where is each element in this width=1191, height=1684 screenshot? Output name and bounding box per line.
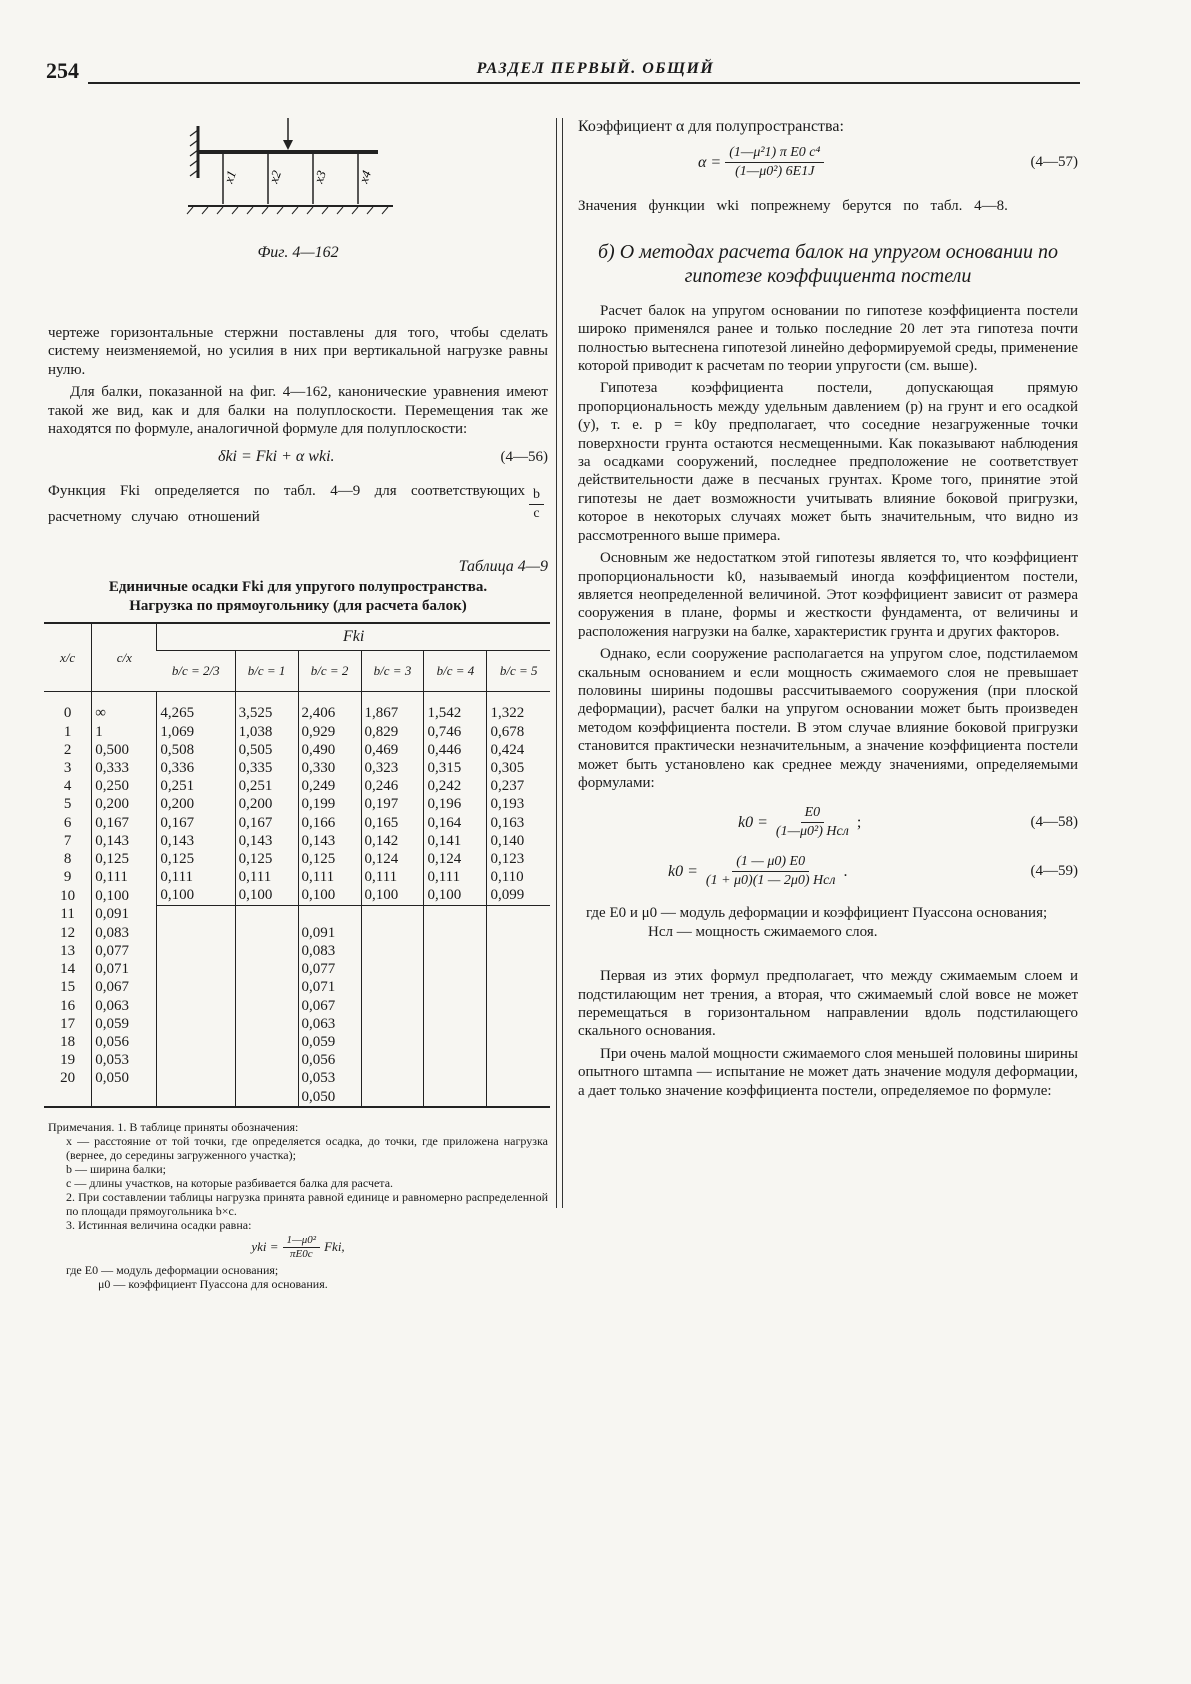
- equation-4-59-frac: [702, 853, 840, 890]
- table-row: [44, 741, 550, 759]
- cell-fki: 0,305: [487, 759, 550, 777]
- cell-fki: [361, 1051, 424, 1069]
- cell-fki: 0,199: [298, 795, 361, 813]
- equation-4-57-frac: [725, 144, 824, 181]
- cell-fki: 0,929: [298, 723, 361, 741]
- cell-x-over-c: 1: [63, 723, 72, 740]
- table-row: [44, 978, 550, 996]
- header-ratio-2: b/c = 2: [298, 651, 361, 692]
- cell-c-over-x: 0,059: [92, 1015, 157, 1033]
- figure-caption: Фиг. 4—162: [257, 244, 339, 261]
- cell-fki: [487, 924, 550, 942]
- cell-x-over-c: 13: [60, 943, 76, 960]
- table-caption-line-1: Единичные осадки Fki для упругого полупространства.: [108, 579, 488, 596]
- cell-fki: [487, 978, 550, 996]
- cell-fki: [157, 942, 235, 960]
- cell-fki: 0,490: [298, 741, 361, 759]
- cell-fki: [361, 960, 424, 978]
- cell-c-over-x: 0,091: [92, 905, 157, 924]
- cell-x-over-c: 2: [63, 741, 72, 758]
- cell-fki: [157, 978, 235, 996]
- cell-fki: [235, 960, 298, 978]
- cell-fki: [361, 1033, 424, 1051]
- cell-fki: [235, 997, 298, 1015]
- cell-fki: [424, 1033, 487, 1051]
- header-ratio-3: b/c = 3: [361, 651, 424, 692]
- cell-fki: 0,330: [298, 759, 361, 777]
- equation-4-59-number: (4—59): [1030, 863, 1078, 880]
- cell-fki: [235, 978, 298, 996]
- table-caption-line-2: Нагрузка по прямоугольнику (для расчета балок): [129, 598, 467, 615]
- cell-fki: 1,069: [157, 723, 235, 741]
- cell-fki: 0,111: [235, 868, 298, 886]
- table-label: Таблица 4—9: [458, 558, 548, 576]
- note-3-eq-num: 1—μ0²: [283, 1234, 321, 1248]
- cell-fki: [235, 1069, 298, 1087]
- table-row: [44, 723, 550, 741]
- equation-4-59: [578, 853, 1078, 890]
- header-ratio-4: b/c = 4: [424, 651, 487, 692]
- cell-fki: 0,141: [424, 832, 487, 850]
- left-paragraph-3: [48, 478, 548, 530]
- table-notes: [48, 1120, 548, 1291]
- alpha-intro: Коэффициент α для полупространства:: [578, 118, 844, 135]
- cell-fki: 0,100: [235, 886, 298, 905]
- cell-fki: 0,067: [298, 997, 361, 1015]
- cell-fki: [235, 942, 298, 960]
- cell-x-over-c: 18: [60, 1034, 76, 1051]
- cell-fki: 0,237: [487, 777, 550, 795]
- table-row: [44, 832, 550, 850]
- cell-fki: 0,167: [235, 814, 298, 832]
- cell-fki: [361, 1088, 424, 1106]
- cell-fki: 0,469: [361, 741, 424, 759]
- table-row: [44, 759, 550, 777]
- cell-fki: [235, 1088, 298, 1106]
- right-column: [578, 118, 1078, 1100]
- cell-fki: 0,100: [361, 886, 424, 905]
- equation-4-56: [48, 448, 548, 466]
- cell-c-over-x: 0,250: [92, 777, 157, 795]
- cell-fki: 1,867: [361, 704, 424, 722]
- cell-c-over-x: [92, 1088, 157, 1106]
- cell-fki: 0,196: [424, 795, 487, 813]
- cell-c-over-x: 0,050: [92, 1069, 157, 1087]
- cell-x-over-c: 11: [60, 906, 75, 923]
- cell-fki: 0,056: [298, 1051, 361, 1069]
- equation-4-57-den: (1—μ0²) 6E1J: [735, 164, 815, 180]
- cell-fki: 0,197: [361, 795, 424, 813]
- equation-4-57-number: (4—57): [1030, 154, 1078, 171]
- header-c-over-x: c/x: [92, 624, 157, 692]
- table-row: [44, 886, 550, 905]
- cell-fki: 0,678: [487, 723, 550, 741]
- cell-fki: 0,123: [487, 850, 550, 868]
- table-row: [44, 1015, 550, 1033]
- cell-fki: 0,143: [235, 832, 298, 850]
- note-3-eq-left: yki =: [251, 1239, 279, 1255]
- cell-c-over-x: 0,167: [92, 814, 157, 832]
- cell-c-over-x: ∞: [92, 704, 157, 722]
- cell-fki: [487, 1069, 550, 1087]
- cell-fki: [361, 942, 424, 960]
- cell-x-over-c: 0: [63, 705, 72, 722]
- cell-x-over-c: 6: [63, 814, 72, 831]
- cell-c-over-x: 0,100: [92, 886, 157, 905]
- cell-fki: 0,050: [298, 1088, 361, 1106]
- section-title: б) О методах расчета балок на упругом основании по гипотезе коэффициента постели: [597, 240, 1059, 287]
- table-row: [44, 1088, 550, 1106]
- cell-x-over-c: 17: [60, 1015, 76, 1032]
- table-body: [44, 692, 550, 1106]
- cell-fki: 0,100: [157, 886, 235, 905]
- cell-x-over-c: 5: [63, 796, 72, 813]
- cell-fki: 0,110: [487, 868, 550, 886]
- cell-x-over-c: 20: [60, 1070, 76, 1087]
- header-ratio-2-3: b/c = 2/3: [157, 651, 235, 692]
- cell-fki: [298, 905, 361, 924]
- cell-fki: 0,746: [424, 723, 487, 741]
- cell-fki: 0,335: [235, 759, 298, 777]
- cell-x-over-c: 12: [60, 924, 76, 941]
- cell-c-over-x: 0,500: [92, 741, 157, 759]
- cell-fki: [235, 905, 298, 924]
- w-values-paragraph: Значения функции wki попрежнему берутся по табл. 4—8.: [578, 198, 1008, 215]
- cell-fki: 0,323: [361, 759, 424, 777]
- cell-fki: 0,063: [298, 1015, 361, 1033]
- cell-fki: 2,406: [298, 704, 361, 722]
- cell-c-over-x: 0,143: [92, 832, 157, 850]
- cell-x-over-c: 15: [60, 979, 76, 996]
- cell-fki: [235, 1033, 298, 1051]
- cell-fki: 0,100: [424, 886, 487, 905]
- note-2: 2. При составлении таблицы нагрузка принята равной единице и равномерно распределенной по площади прямоугольника b×c.: [66, 1189, 548, 1218]
- equation-4-56-number: (4—56): [500, 448, 548, 465]
- cell-fki: [235, 1051, 298, 1069]
- cell-fki: [487, 960, 550, 978]
- cell-x-over-c: 3: [63, 760, 72, 777]
- table-row: [44, 1069, 550, 1087]
- cell-c-over-x: 0,063: [92, 997, 157, 1015]
- cell-fki: 0,111: [298, 868, 361, 886]
- equation-4-57-num: (1—μ²1) π E0 c⁴: [725, 144, 824, 163]
- equation-4-58-left: k0 =: [738, 813, 768, 831]
- cell-fki: [361, 924, 424, 942]
- header-fki: Fki: [157, 624, 550, 651]
- cell-c-over-x: 0,200: [92, 795, 157, 813]
- cell-c-over-x: 0,083: [92, 924, 157, 942]
- cell-fki: [424, 1051, 487, 1069]
- note-3-eq-den: πE0c: [289, 1247, 313, 1260]
- cell-c-over-x: 1: [92, 723, 157, 741]
- equation-4-57-left: α =: [698, 153, 722, 171]
- cell-fki: [424, 1088, 487, 1106]
- cell-x-over-c: 19: [60, 1052, 76, 1069]
- cell-x-over-c: 9: [63, 869, 72, 886]
- note-3-mu: μ0 — коэффициент Пуассона для основания.: [98, 1276, 328, 1291]
- cell-fki: [424, 924, 487, 942]
- cell-fki: 0,143: [157, 832, 235, 850]
- cell-fki: 1,322: [487, 704, 550, 722]
- running-title: РАЗДЕЛ ПЕРВЫЙ. ОБЩИЙ: [476, 60, 715, 77]
- cell-fki: 0,242: [424, 777, 487, 795]
- cell-fki: [235, 1015, 298, 1033]
- spring-label-x3: x3: [310, 168, 330, 186]
- right-paragraph-4: Однако, если сооружение располагается на упругом слое, подстилаемом скальным основанием и если мощность сжимаемого слоя не превышает половины ширины подошвы рассчитываемого сооружения (при плоской деформации), расчет балки на упругом основании может быть произведен методом коэффициента постели. В этом случае влияние боковой пригрузки становится практически незначительным, а значение коэффициента постели может быть установлено как среднее между значениями, определяемыми формулами:: [578, 646, 1078, 791]
- cell-fki: [361, 1069, 424, 1087]
- cell-c-over-x: 0,056: [92, 1033, 157, 1051]
- equation-4-58-den: (1—μ0²) Hсл: [775, 824, 849, 840]
- cell-fki: [361, 905, 424, 924]
- cell-x-over-c: 10: [60, 887, 76, 904]
- cell-x-over-c: 16: [60, 997, 76, 1014]
- cell-c-over-x: 0,053: [92, 1051, 157, 1069]
- cell-x-over-c: 4: [63, 778, 72, 795]
- note-3-e0: где E0 — модуль деформации основания;: [66, 1262, 279, 1277]
- where-hsl: Hсл — мощность сжимаемого слоя.: [648, 923, 878, 940]
- cell-fki: [157, 905, 235, 924]
- cell-fki: 0,336: [157, 759, 235, 777]
- table-row: [44, 1033, 550, 1051]
- cell-fki: [157, 1033, 235, 1051]
- cell-fki: 0,125: [298, 850, 361, 868]
- cell-fki: 0,249: [298, 777, 361, 795]
- cell-c-over-x: 0,125: [92, 850, 157, 868]
- cell-fki: 0,246: [361, 777, 424, 795]
- cell-fki: 0,124: [424, 850, 487, 868]
- table-row: [44, 704, 550, 722]
- table-4-9: [44, 622, 550, 1107]
- table-row: [44, 850, 550, 868]
- right-paragraph-3: Основным же недостатком этой гипотезы является то, что коэффициент пропорциональности k0, называемый иногда коэффициентом постели, является неопределенной величиной. Этот коэффициент зависит от размера сооружения в плане, формы и жесткости фундамента, от величины и расположения нагрузки на балке, характеристик грунта и других факторов.: [578, 550, 1078, 640]
- cell-fki: 0,059: [298, 1033, 361, 1051]
- note-3-eq-right: Fki,: [324, 1239, 345, 1255]
- table-4-9-grid: [44, 624, 550, 1105]
- table-row: [44, 997, 550, 1015]
- cell-fki: 0,111: [424, 868, 487, 886]
- table-row: [44, 814, 550, 832]
- note-3-eq-frac: [283, 1234, 321, 1261]
- table-row: [44, 868, 550, 886]
- cell-fki: 0,140: [487, 832, 550, 850]
- cell-fki: [361, 1015, 424, 1033]
- cell-fki: [424, 1015, 487, 1033]
- cell-fki: [424, 978, 487, 996]
- header-rule: [96, 82, 1080, 84]
- cell-fki: 0,053: [298, 1069, 361, 1087]
- cell-fki: [487, 997, 550, 1015]
- header-x-over-c: x/c: [44, 624, 92, 692]
- cell-fki: 0,251: [157, 777, 235, 795]
- where-e0-mu0: где E0 и μ0 — модуль деформации и коэффициент Пуассона основания;: [586, 905, 1048, 922]
- cell-c-over-x: 0,077: [92, 942, 157, 960]
- cell-fki: 0,163: [487, 814, 550, 832]
- cell-fki: 0,091: [298, 924, 361, 942]
- cell-fki: 0,165: [361, 814, 424, 832]
- cell-fki: [157, 960, 235, 978]
- left-paragraph-2: Для балки, показанной на фиг. 4—162, канонические уравнения имеют такой же вид, как и для балки на полуплоскости. Перемещения так же находятся по формуле, аналогичной формуле для полуплоскости:: [48, 384, 548, 438]
- cell-fki: [487, 1015, 550, 1033]
- left-paragraph-3-text: Функция Fki определяется по табл. 4—9 для соответствующих расчетному случаю отношений: [48, 483, 525, 526]
- note-1: Примечания. 1. В таблице приняты обозначения:: [48, 1119, 299, 1134]
- cell-fki: [424, 960, 487, 978]
- spring-label-x4: x4: [355, 168, 375, 186]
- table-row: [44, 924, 550, 942]
- column-divider: [556, 118, 563, 1208]
- right-paragraph-5: Первая из этих формул предполагает, что между сжимаемым слоем и подстилающим нет трения, а вторая, что сжимаемый слой вовсе не может перемещаться в горизонтальном направлении вдоль подстилающего скального основания.: [578, 968, 1078, 1040]
- note-3: 3. Истинная величина осадки равна:: [66, 1217, 252, 1232]
- note-1-b: b — ширина балки;: [66, 1161, 166, 1176]
- cell-fki: 0,143: [298, 832, 361, 850]
- equation-4-58-frac: [772, 804, 853, 841]
- table-row: [44, 905, 550, 924]
- cell-fki: [361, 978, 424, 996]
- cell-fki: 0,071: [298, 978, 361, 996]
- cell-fki: 0,508: [157, 741, 235, 759]
- cell-fki: [424, 905, 487, 924]
- cell-fki: 0,077: [298, 960, 361, 978]
- cell-fki: 0,446: [424, 741, 487, 759]
- cell-fki: 0,200: [235, 795, 298, 813]
- table-row: [44, 777, 550, 795]
- right-paragraph-1: Расчет балок на упругом основании по гипотезе коэффициента постели широко применялся ранее и только последние 20 лет эта гипотеза почти полностью вытеснена гипотезой линейно деформируемой среды, применение которой приводит к расчетам по теории упругости (см. выше).: [578, 302, 1078, 375]
- beam-diagram: [48, 118, 548, 238]
- cell-x-over-c: 8: [63, 851, 72, 868]
- cell-fki: 0,200: [157, 795, 235, 813]
- cell-fki: 0,829: [361, 723, 424, 741]
- cell-fki: [424, 942, 487, 960]
- cell-fki: 0,099: [487, 886, 550, 905]
- cell-fki: [424, 1069, 487, 1087]
- cell-fki: 0,251: [235, 777, 298, 795]
- ratio-fraction-num: b: [529, 486, 544, 505]
- cell-fki: [487, 1033, 550, 1051]
- header-ratio-1: b/c = 1: [235, 651, 298, 692]
- table-row: [44, 960, 550, 978]
- cell-fki: [361, 997, 424, 1015]
- cell-fki: 1,038: [235, 723, 298, 741]
- cell-fki: [487, 1051, 550, 1069]
- equation-4-58-number: (4—58): [1030, 814, 1078, 831]
- equation-4-58-tail: ;: [856, 813, 862, 831]
- cell-c-over-x: 0,111: [92, 868, 157, 886]
- left-paragraph-1: чертеже горизонтальные стержни поставлены для того, чтобы сделать систему неизменяемой, но усилия в них при вертикальной нагрузке равны нулю.: [48, 325, 548, 378]
- cell-fki: 0,315: [424, 759, 487, 777]
- spring-label-x2: x2: [265, 168, 285, 186]
- equation-4-59-tail: .: [843, 862, 848, 880]
- equation-4-58-num: E0: [801, 804, 825, 823]
- cell-fki: 0,166: [298, 814, 361, 832]
- header-ratio-5: b/c = 5: [487, 651, 550, 692]
- cell-x-over-c: [44, 1088, 92, 1106]
- cell-fki: [157, 1088, 235, 1106]
- cell-fki: [157, 1051, 235, 1069]
- page-number: 254: [46, 58, 79, 83]
- cell-fki: 0,124: [361, 850, 424, 868]
- cell-fki: [487, 1088, 550, 1106]
- cell-fki: [157, 1015, 235, 1033]
- figure-4-162: [48, 118, 548, 238]
- equation-4-59-num: (1 — μ0) E0: [732, 853, 809, 872]
- cell-fki: 0,111: [157, 868, 235, 886]
- cell-c-over-x: 0,071: [92, 960, 157, 978]
- right-paragraph-2: Гипотеза коэффициента постели, допускающая прямую пропорциональность между удельным давлением (p) на грунт и его осадкой (y), т. е. p = k0y предполагает, что соседние незагруженные точки поверхности грунта остаются несмещенными. Как показывают наблюдения за осадками сооружений, последнее предположение не соответствует действительности даже в песчаных грунтах. Кроме того, принятие этой гипотезы не дает возможности учитывать влияние боковой пригрузки, которое в некоторых случаях может быть значительным, что видно из рассмотренного выше примера.: [578, 380, 1078, 544]
- cell-fki: [424, 997, 487, 1015]
- cell-x-over-c: 14: [60, 961, 76, 978]
- cell-fki: 0,142: [361, 832, 424, 850]
- spring-label-x1: x1: [220, 168, 240, 186]
- cell-fki: [157, 1069, 235, 1087]
- ratio-fraction-den: c: [533, 505, 540, 521]
- equation-4-59-left: k0 =: [668, 862, 698, 880]
- cell-fki: 0,167: [157, 814, 235, 832]
- cell-fki: [157, 997, 235, 1015]
- cell-c-over-x: 0,333: [92, 759, 157, 777]
- cell-fki: 0,193: [487, 795, 550, 813]
- cell-fki: 0,083: [298, 942, 361, 960]
- cell-fki: 0,164: [424, 814, 487, 832]
- ratio-fraction: [529, 486, 544, 523]
- equation-4-56-body: δki = Fki + α wki.: [218, 448, 335, 466]
- right-paragraph-6: При очень малой мощности сжимаемого слоя меньшей половины ширины опытного штампа — испытание не может дать значение модуля деформации, а дает только значение коэффициента постели, определяемое по формуле:: [578, 1045, 1078, 1099]
- left-column: [48, 118, 548, 1291]
- cell-fki: 0,125: [235, 850, 298, 868]
- cell-fki: [235, 924, 298, 942]
- cell-x-over-c: 7: [63, 832, 72, 849]
- cell-fki: 0,505: [235, 741, 298, 759]
- cell-c-over-x: 0,067: [92, 978, 157, 996]
- note-1-c: c — длины участков, на которые разбивается балка для расчета.: [66, 1175, 394, 1190]
- cell-fki: 4,265: [157, 704, 235, 722]
- note-3-equation: [48, 1234, 548, 1261]
- cell-fki: 0,100: [298, 886, 361, 905]
- table-row: [44, 1051, 550, 1069]
- equation-4-57: [578, 144, 1078, 181]
- equation-4-59-den: (1 + μ0)(1 — 2μ0) Hсл: [705, 873, 836, 889]
- table-row: [44, 795, 550, 813]
- cell-fki: 0,424: [487, 741, 550, 759]
- cell-fki: 1,542: [424, 704, 487, 722]
- note-1-x: x — расстояние от той точки, где определяется осадка, до точки, где приложена нагрузка (вернее, до середины загруженного участка);: [66, 1133, 548, 1162]
- cell-fki: 3,525: [235, 704, 298, 722]
- cell-fki: [157, 924, 235, 942]
- cell-fki: 0,125: [157, 850, 235, 868]
- cell-fki: 0,111: [361, 868, 424, 886]
- cell-fki: [487, 942, 550, 960]
- cell-fki: [487, 905, 550, 924]
- table-row: [44, 942, 550, 960]
- equation-4-58: [578, 804, 1078, 841]
